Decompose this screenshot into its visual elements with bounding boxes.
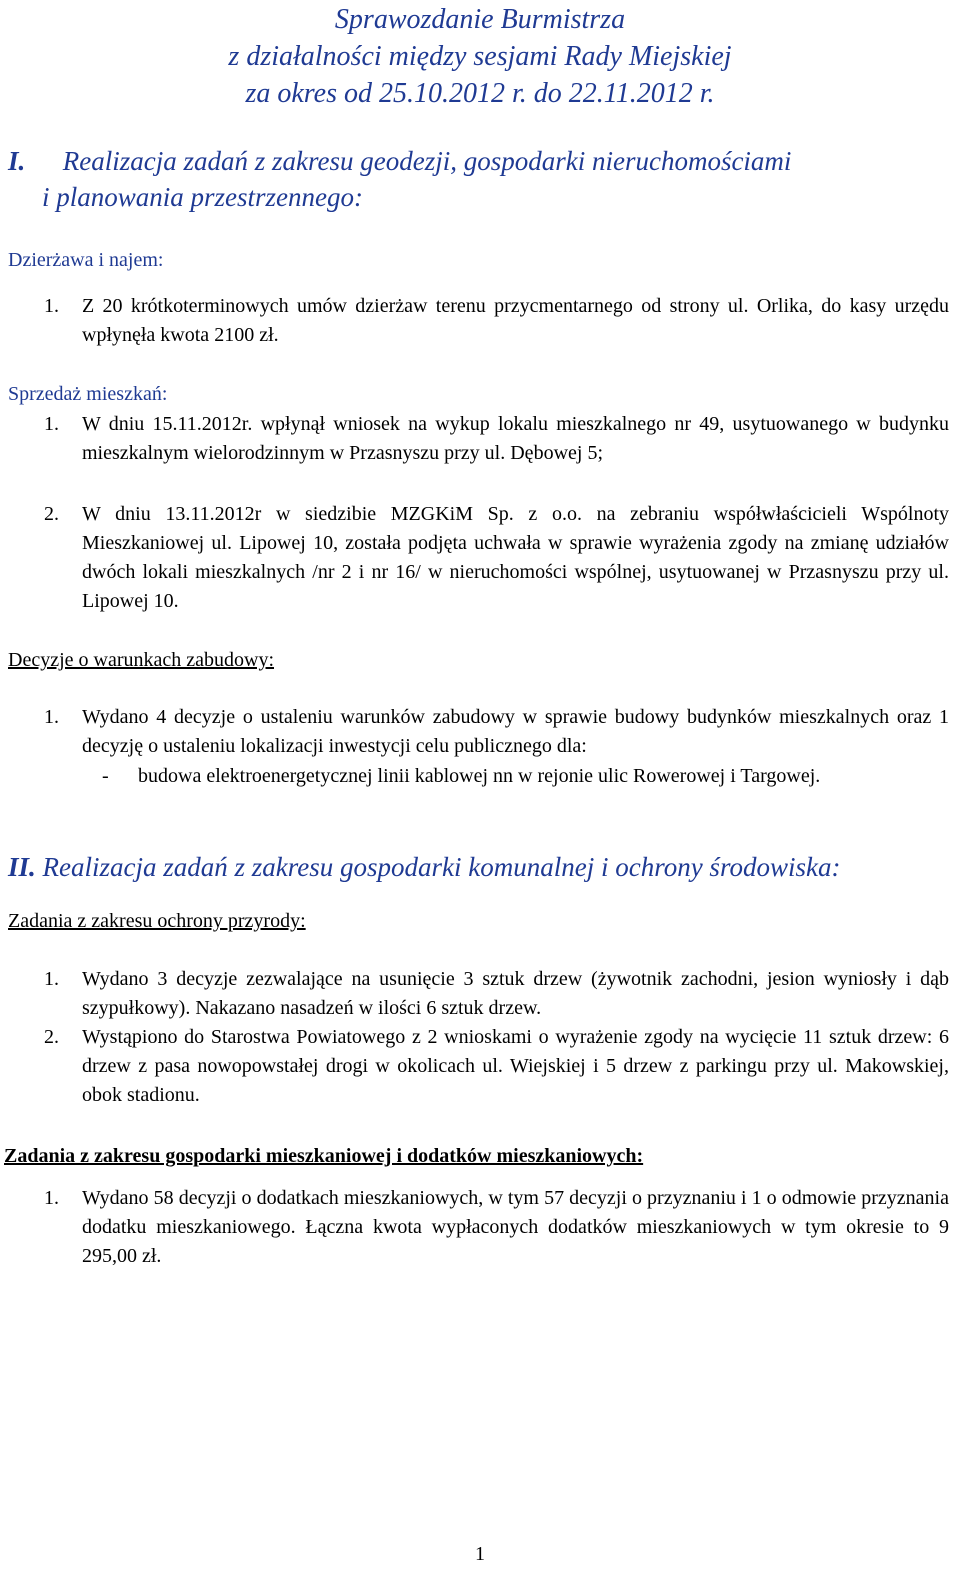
document-page: Sprawozdanie Burmistrza z działalności między sesjami Rady Miejskiej za okres od 25.10.2012 r. do 22.11.2012 r. I. Realizacja zadań z zakresu geodezji, gospodarki nieruchomościami i planowania przestrzennego: Dzierżawa i najem: 1. Z 20 krótkoterminowych umów dzierżaw terenu przycmentarnego od strony ul. Orlika, do kasy urzędu wpłynęła kwota 2100 zł. Sprzedaż mieszkań: 1. W dniu 15.11.2012r. wpłynął wniosek na wykup lokalu mieszkalnego nr 49, usytuowanego w budynku mieszkalnym wielorodzinnym w Przasnyszu przy ul. Dębowej 5; 2. W dniu 13.11.2012r w siedzibie MZGKiM Sp. z o.o. na zebraniu współwłaścicieli Wspólnoty Mieszkaniowej ul. Lipowej 10, została podjęta uchwała w sprawie wyrażenia zgody na zmianę udziałów dwóch lokali mieszkalnych /nr 2 i nr 16/ w nieruchomości wspólnej, usytuowanej w Przasnyszu przy ul. Lipowej 10. Decyzje o warunkach zabudowy: 1. Wydano 4 decyzje o ustaleniu warunków zabudowy w sprawie budowy budynków mieszkalnych oraz 1 decyzję o ustaleniu lokalizacji inwestycji celu publicznego dla: - budowa elektroenergetycznej linii kablowej nn w rejonie ulic Rowerowej i Targowej. II. Realizacja zadań z zakresu gospodarki komunalnej i ochrony środowiska: Zadania z zakresu ochrony przyrody: 1. Wydano 3 decyzje zezwalające na usunięcie 3 sztuk drzew (żywotnik zachodni, jesion wyniosły i dąb szypułkowy). Nakazano nasadzeń w ilości 6 sztuk drzew. 2. Wystąpiono do Starostwa Powiatowego z 2 wnioskami o wyrażenie zgody na wycięcie 11 sztuk drzew: 6 drzew z pasa nowopowstałej drogi w okolicach ul. Wiejskiej i 5 drzew z parkingu przy ul. Makowskiej, obok stadionu. Zadania z zakresu gospodarki mieszkaniowej i dodatków mieszkaniowych: 1. Wydano 58 decyzji o dodatkach mieszkaniowych, w tym 57 decyzji o przyznaniu i 1 o odmowie przyznania dodatku mieszkaniowego. Łączna kwota wypłaconych dodatków mieszkaniowych w tym okresie to 9 295,00 zł. 1 [0, 0, 960, 1573]
section-1-heading-line-2: i planowania przestrzennego: [42, 182, 363, 212]
report-title-line-1: Sprawozdanie Burmistrza [334, 4, 626, 35]
page-number: 1 [475, 1543, 485, 1565]
section-2-number: II. [8, 852, 36, 882]
subsection-przyroda-label: Zadania z zakresu ochrony przyrody: [8, 910, 306, 932]
section-1-heading [8, 144, 953, 179]
section-1-number: I. [8, 146, 26, 176]
section-1-heading-line-1: Realizacja zadań z zakresu geodezji, gospodarki nieruchomościami [62, 146, 792, 176]
subsection-dzierzawa-label: Dzierżawa i najem: [8, 249, 164, 271]
section-2-heading-text: Realizacja zadań z zakresu gospodarki komunalnej i ochrony środowiska: [42, 852, 841, 882]
report-title-line-3: za okres od 25.10.2012 r. do 22.11.2012 r. [245, 78, 715, 109]
section-2-heading [8, 850, 953, 885]
report-title-line-2: z działalności między sesjami Rady Miejskiej [228, 41, 732, 72]
subsection-sprzedaz-label: Sprzedaż mieszkań: [8, 383, 168, 405]
subsection-mieszkaniowa-label: Zadania z zakresu gospodarki mieszkaniowej i dodatków mieszkaniowych: [4, 1145, 644, 1167]
subsection-decyzje-label: Decyzje o warunkach zabudowy: [8, 649, 274, 671]
